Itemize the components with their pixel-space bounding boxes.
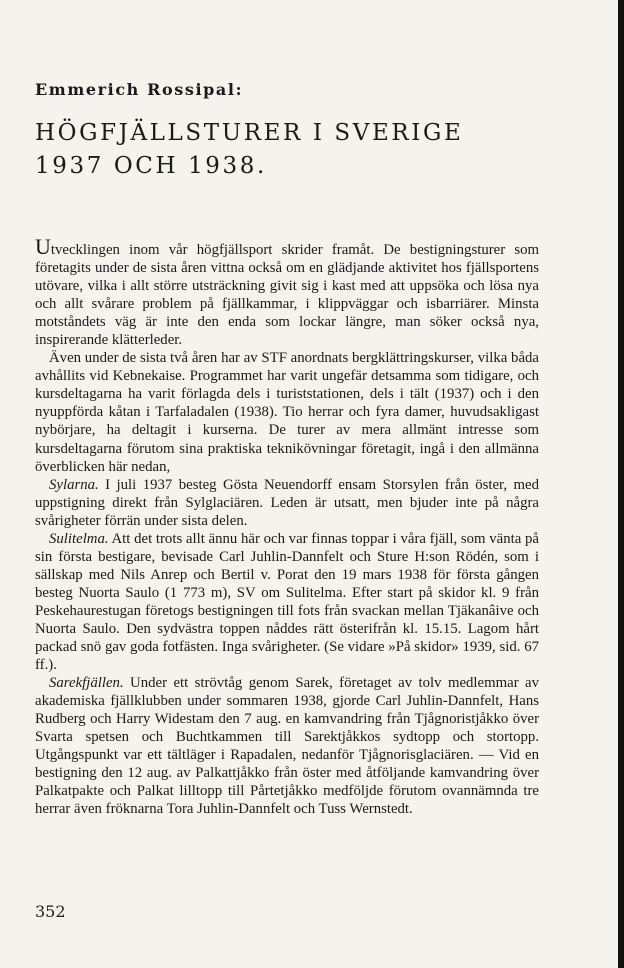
paragraph-sylarna — [35, 476, 539, 530]
author-name: Emmerich Rossipal: — [35, 80, 244, 99]
paragraph-intro — [35, 234, 539, 349]
page-number: 352 — [35, 902, 66, 921]
title-line-2: 1937 OCH 1938. — [35, 153, 267, 179]
paragraph-text: Under ett strövtåg genom Sarek, företaget av tolv medlemmar av akademiska fjällklubben under sommaren 1938, gjorde Carl Juhlin-Dannfelt, Hans Rudberg och Harry Widestam den 7 aug. en kamvandring från Tjågnoristjåkko över Svarta spetsen och Buchtkammen till Sarektjåkkos sydtopp och stortopp. Utgångspunkt var ett tältläger i Rapadalen, nedanför Tjågnorisglaciären. — Vid en bestigning den 12 aug. av Palkattjåkko från öster med åtföljande kamvandring över Palkatpakte och Palkat lilltopp till Pårtetjåkko medföljde förutom ovannämnda tre herrar även fröknarna Tora Juhlin-Dannfelt och Tuss Wernstedt. — [35, 675, 539, 818]
section-lead-sylarna: Sylarna. — [49, 476, 99, 493]
paragraph-sarekfjallen — [35, 674, 539, 818]
section-lead-sulitelma: Sulitelma. — [49, 530, 109, 547]
section-lead-sarekfjallen: Sarekfjällen. — [49, 675, 124, 692]
page-edge — [618, 0, 624, 968]
article-title — [35, 117, 463, 183]
paragraph-text: I juli 1937 besteg Gösta Neuendorff ensam Storsylen från öster, med uppstigning direkt från Sylglaciären. Leden är utsatt, men bjuder inte på några svårigheter förrän under sista delen. — [35, 476, 539, 529]
paragraph-sulitelma — [35, 530, 539, 674]
article-body — [35, 234, 539, 819]
drop-cap: U — [35, 234, 51, 259]
paragraph-courses — [35, 349, 539, 475]
paragraph-text: tvecklingen inom vår högfjällsport skrider framåt. De bestigningsturer som företagits under de sista åren vittna också om en glädjande aktivitet hos fjällsportens utövare, vilka i allt större utsträckning givit sig i kast med att uppsöka och lösa nya och allt svårare problem på fjällkammar, i klippväggar och isbarriärer. Minsta motståndets väg är inte den enda som lockar längre, man söker också nya, inspirerande klätterleder. — [35, 242, 539, 349]
title-line-1: HÖGFJÄLLSTURER I SVERIGE — [35, 120, 464, 146]
paragraph-text: Att det trots allt ännu här och var finnas toppar i våra fjäll, som vänta på sin första bestigare, bevisade Carl Juhlin-Dannfelt och Sture H:son Rödén, som i sällskap med Nils Anrep och Bertil v. Porat den 19 mars 1938 för första gången besteg Nuorta Saulo (1 773 m), SV om Sulitelma. Efter start på skidor kl. 9 från Peskehaurestugan företogs bestigningen till fots från svackan mellan Tjäkanâive och Nuorta Saulo. Den sydvästra toppen nåddes rätt österifrån kl. 15.15. Lagom hårt packad snö gav goda fotfästen. Inga svårigheter. (Se vidare »På skidor» 1939, sid. 67 ff.). — [35, 530, 539, 674]
paragraph-text: Även under de sista två åren har av STF anordnats bergklättringskurser, vilka båda avhållits vid Kebnekaise. Programmet har varit ungefär detsamma som tidigare, och kursdeltagarna ha varit förlagda dels i turiststationen, dels i tält (1937) och i den nyuppförda kåtan i Tarfaladalen (1938). Tio herrar och fyra damer, huvudsakligast nybörjare, ha deltagit i kurserna. De turer av mera allmänt intresse som kursdeltagarna förutom sina praktiska teknikövningar företagit, ingå i den allmänna överblicken här nedan, — [35, 350, 539, 475]
